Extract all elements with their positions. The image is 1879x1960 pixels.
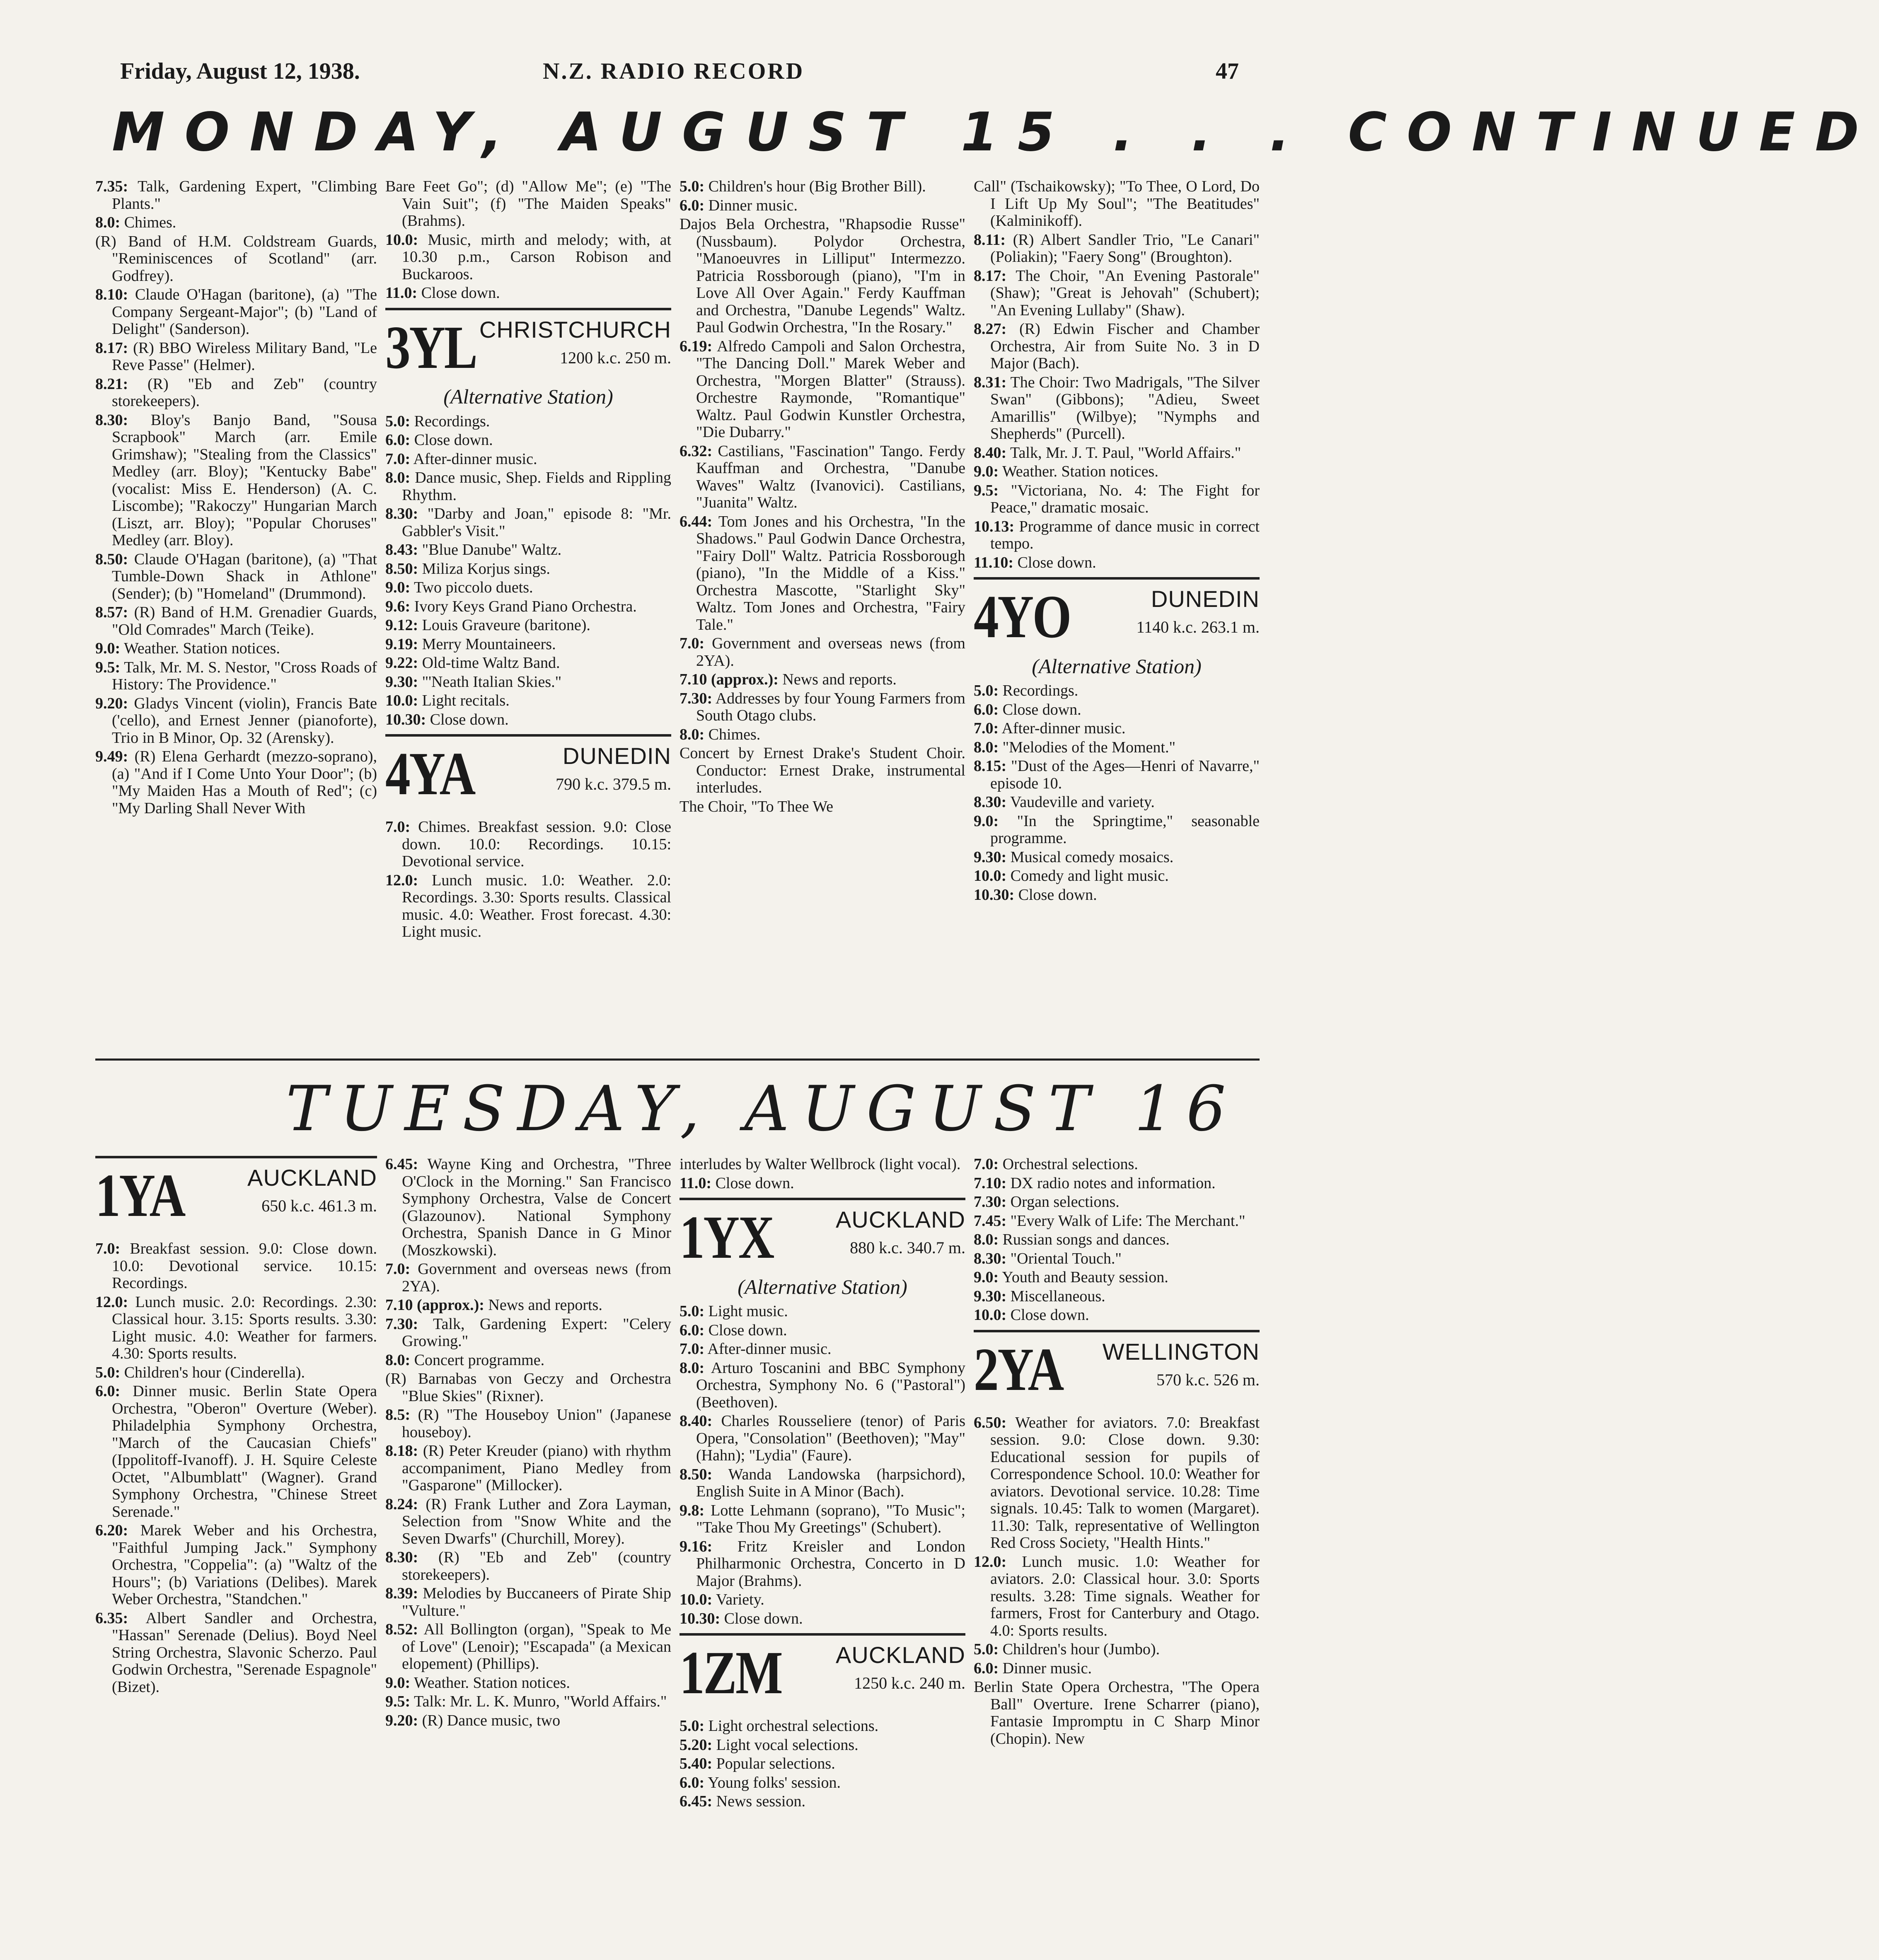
program-entry: 7.0: Breakfast session. 9.0: Close down. 10.0: Devotional service. 10.15: Recordings. xyxy=(95,1240,377,1292)
station-city: DUNEDIN xyxy=(1151,586,1260,612)
program-entry: 9.49: (R) Elena Gerhardt (mezzo-soprano), (a) "And if I Come Unto Your Door"; (b) "My Maiden Has a Mouth of Red"; (c) "My Darling Shall Never With xyxy=(95,748,377,817)
program-entry: 9.20: (R) Dance music, two xyxy=(385,1711,561,1729)
program-entry: 12.0: Lunch music. 1.0: Weather. 2.0: Recordings. 3.30: Sports results. Classical music. 4.0: Weather. Frost forecast. 4.30: Light music. xyxy=(385,871,671,940)
program-entry: 8.30: (R) "Eb and Zeb" (country storekeepers). xyxy=(385,1549,671,1583)
program-entry: 7.30: Addresses by four Young Farmers from South Otago clubs. xyxy=(680,689,965,724)
program-entry: 6.0: Dinner music. xyxy=(974,1659,1092,1677)
station-alternative: (Alternative Station) xyxy=(443,385,613,408)
tuesday-column-3 xyxy=(680,1156,965,1935)
station-3yl xyxy=(385,308,671,406)
program-entry: 8.31: The Choir: Two Madrigals, "The Silver Swan" (Gibbons); "Adieu, Sweet Amarillis" (Wilbye); "Nymphs and Shepherds" (Purcell). xyxy=(974,373,1260,442)
page-number: 47 xyxy=(1216,58,1239,84)
program-list xyxy=(385,1156,671,1729)
program-list xyxy=(974,1156,1260,1324)
program-entry: 9.5: Talk, Mr. M. S. Nestor, "Cross Roads of History: The Providence." xyxy=(95,658,377,693)
program-entry: 6.32: Castilians, "Fascination" Tango. Ferdy Kauffman and Orchestra, "Danube Waves" Waltz (Ivanovici). Castilians, "Juanita" Waltz. xyxy=(680,442,965,511)
program-list xyxy=(974,682,1260,904)
program-entry: 8.52: All Bollington (organ), "Speak to Me of Love" (Lenoir); "Escapada" (a Mexican elopement) (Phillips). xyxy=(385,1621,671,1672)
program-entry: 6.0: Close down. xyxy=(385,431,493,449)
program-entry: 7.10 (approx.): News and reports. xyxy=(680,671,897,688)
station-alternative: (Alternative Station) xyxy=(1032,654,1202,678)
program-entry: 8.40: Talk, Mr. J. T. Paul, "World Affairs." xyxy=(974,444,1241,462)
program-entry: 8.11: (R) Albert Sandler Trio, "Le Canari" (Poliakin); "Faery Song" (Broughton). xyxy=(974,231,1260,266)
program-entry: 7.0: Government and overseas news (from 2YA). xyxy=(385,1260,671,1295)
program-entry: 5.0: Recordings. xyxy=(385,412,490,430)
station-call-sign: 1YA xyxy=(95,1162,184,1230)
station-alternative: (Alternative Station) xyxy=(738,1275,907,1298)
program-entry: The Choir, "To Thee We xyxy=(680,798,833,815)
program-list xyxy=(95,1240,377,1696)
tuesday-column-4 xyxy=(974,1156,1260,1935)
program-entry: 10.0: Music, mirth and melody; with, at 10.30 p.m., Carson Robison and Buckaroos. xyxy=(385,231,671,283)
station-city: WELLINGTON xyxy=(1102,1338,1260,1365)
program-entry: 8.30: "Oriental Touch." xyxy=(974,1249,1122,1267)
station-call-sign: 4YA xyxy=(385,740,474,808)
program-entry: 10.30: Close down. xyxy=(385,711,509,728)
station-1ya xyxy=(95,1156,377,1233)
monday-column-1 xyxy=(95,178,377,1044)
program-entry: 5.40: Popular selections. xyxy=(680,1755,835,1772)
program-entry: 8.40: Charles Rousseliere (tenor) of Paris Opera, "Consolation" (Beethoven); "May" (Hahn); "Lydia" (Faure). xyxy=(680,1412,965,1464)
station-1zm xyxy=(680,1633,965,1710)
program-entry: Dajos Bela Orchestra, "Rhapsodie Russe" (Nussbaum). Polydor Orchestra, "Manoeuvres in Lilliput" Intermezzo. Patricia Rossborough (piano), "I'm in Love All Over Again." Ferdy Kauffman and Orchestra, "Danube Legends" Waltz. Paul Godwin Orchestra, "In the Rosary." xyxy=(680,215,965,336)
program-entry: 6.0: Young folks' session. xyxy=(680,1774,841,1791)
program-entry: interludes by Walter Wellbrock (light vocal). xyxy=(680,1155,961,1173)
station-city: DUNEDIN xyxy=(562,743,671,769)
program-entry: 7.0: Government and overseas news (from 2YA). xyxy=(680,635,965,669)
program-entry: 9.22: Old-time Waltz Band. xyxy=(385,654,560,672)
program-list xyxy=(385,819,671,941)
program-entry: 11.0: Close down. xyxy=(680,1174,794,1192)
program-entry: 10.0: Comedy and light music. xyxy=(974,867,1169,885)
program-entry: 8.50: Miliza Korjus sings. xyxy=(385,560,550,578)
program-entry: 6.20: Marek Weber and his Orchestra, "Faithful Jumping Jack." Symphony Orchestra, "Coppelia": (a) "Waltz of the Hours"; (b) Variations (Delibes). Marek Weber Orchestra, "Standchen." xyxy=(95,1522,377,1608)
station-call-sign: 4YO xyxy=(974,583,1070,651)
program-entry: 5.0: Children's hour (Big Brother Bill). xyxy=(680,178,926,195)
program-entry: 10.30: Close down. xyxy=(974,886,1097,904)
program-entry: 9.5: Talk: Mr. L. K. Munro, "World Affairs." xyxy=(385,1693,667,1710)
program-entry: 6.45: Wayne King and Orchestra, "Three O'Clock in the Morning." San Francisco Symphony Orchestra, Valse de Concert (Glazounov). National Symphony Orchestra, Spanish Dance in G Minor (Moszkowski). xyxy=(385,1155,671,1259)
program-entry: 7.0: After-dinner music. xyxy=(680,1340,832,1358)
program-entry: 8.0: Dance music, Shep. Fields and Rippling Rhythm. xyxy=(385,469,671,504)
program-entry: 9.0: Weather. Station notices. xyxy=(95,640,280,657)
program-entry: 5.20: Light vocal selections. xyxy=(680,1736,858,1754)
program-entry: 9.6: Ivory Keys Grand Piano Orchestra. xyxy=(385,597,637,615)
station-frequency: 1140 k.c. 263.1 m. xyxy=(1136,618,1260,636)
program-entry: 6.35: Albert Sandler and Orchestra, "Hassan" Serenade (Delius). Boyd Neel String Orchestra, Slavonic Scherzo. Paul Godwin Orchestra, "Serenade Espagnole" (Bizet). xyxy=(95,1609,377,1696)
program-list xyxy=(680,1156,965,1192)
publication-title: N.Z. RADIO RECORD xyxy=(543,58,805,84)
program-entry: 7.10 (approx.): News and reports. xyxy=(385,1296,602,1314)
program-entry: 9.16: Fritz Kreisler and London Philharmonic Orchestra, Concerto in D Major (Brahms). xyxy=(680,1537,965,1590)
program-entry: 8.43: "Blue Danube" Waltz. xyxy=(385,541,562,558)
monday-column-2 xyxy=(385,178,671,1044)
station-frequency: 1200 k.c. 250 m. xyxy=(560,348,671,367)
program-entry: 11.0: Close down. xyxy=(385,284,500,302)
program-entry: 9.30: "'Neath Italian Skies." xyxy=(385,673,562,691)
program-entry: 8.50: Claude O'Hagan (baritone), (a) "That Tumble-Down Shack in Athlone" (Sender); (b) "Homeland" (Drummond). xyxy=(95,550,377,602)
program-entry: 11.10: Close down. xyxy=(974,553,1096,571)
program-entry: (R) Barnabas von Geczy and Orchestra "Blue Skies" (Rixner). xyxy=(385,1370,671,1405)
program-entry: 10.30: Close down. xyxy=(680,1610,803,1627)
program-list xyxy=(95,178,377,817)
program-entry: 8.39: Melodies by Buccaneers of Pirate Ship "Vulture." xyxy=(385,1585,671,1619)
program-entry: 6.0: Close down. xyxy=(974,701,1081,718)
program-list xyxy=(680,178,965,815)
program-entry: 8.27: (R) Edwin Fischer and Chamber Orchestra, Air from Suite No. 3 in D Major (Bach). xyxy=(974,320,1260,372)
program-entry: 8.0: Chimes. xyxy=(95,214,177,231)
station-frequency: 570 k.c. 526 m. xyxy=(1156,1370,1260,1389)
program-entry: 9.12: Louis Graveure (baritone). xyxy=(385,616,590,634)
program-entry: 6.19: Alfredo Campoli and Salon Orchestra, "The Dancing Doll." Marek Weber and Orchestra, "Morgen Blatter" (Strauss). Orchestre Raymonde, "Romantique" Waltz. Paul Godwin Kunstler Orchestra, "Die Dubarry." xyxy=(680,337,965,441)
program-entry: 9.19: Merry Mountaineers. xyxy=(385,635,556,653)
program-entry: 7.0: After-dinner music. xyxy=(974,720,1126,737)
station-city: CHRISTCHURCH xyxy=(479,316,671,343)
program-list xyxy=(974,178,1260,571)
station-city: AUCKLAND xyxy=(836,1642,965,1668)
station-frequency: 650 k.c. 461.3 m. xyxy=(261,1196,377,1215)
program-entry: 9.0: Weather. Station notices. xyxy=(974,463,1158,480)
monday-column-3 xyxy=(680,178,965,1044)
station-frequency: 880 k.c. 340.7 m. xyxy=(850,1238,965,1257)
station-4ya xyxy=(385,734,671,811)
program-entry: 9.30: Miscellaneous. xyxy=(974,1287,1105,1305)
program-entry: 5.0: Children's hour (Jumbo). xyxy=(974,1641,1160,1658)
program-entry: 6.50: Weather for aviators. 7.0: Breakfast session. 9.0: Close down. 9.30: Educational session for pupils of Correspondence School. 10.0: Weather for aviators. Devotional service. 10.28: Time signals. 10.45: Talk to women (Margaret). 11.30: Talk, representative of Wellington Red Cross Society, "Health Hints." xyxy=(974,1414,1260,1552)
program-entry: 8.30: "Darby and Joan," episode 8: "Mr. Gabbler's Visit." xyxy=(385,505,671,540)
monday-heading: MONDAY, AUGUST 15 . . . CONTINUED xyxy=(112,102,1879,163)
program-entry: 8.30: Vaudeville and variety. xyxy=(974,793,1155,811)
program-entry: 6.0: Dinner music. Berlin State Opera Orchestra, "Oberon" Overture (Weber). Philadelphia Symphony Orchestra, "March of the Caucasian Chiefs" (Ippolitoff-Ivanoff). J. H. Squire Celeste Octet, "Albumblatt" (Wagner). Grand Symphony Orchestra, "Chinese Street Serenade." xyxy=(95,1382,377,1520)
station-frequency: 1250 k.c. 240 m. xyxy=(854,1674,965,1692)
program-entry: 10.0: Variety. xyxy=(680,1591,764,1608)
program-entry: 5.0: Light orchestral selections. xyxy=(680,1717,879,1735)
station-call-sign: 3YL xyxy=(385,313,476,382)
program-entry: 10.0: Light recitals. xyxy=(385,692,510,709)
program-entry: 9.0: "In the Springtime," seasonable programme. xyxy=(974,812,1260,847)
section-divider xyxy=(95,1059,1260,1061)
program-list xyxy=(680,1718,965,1810)
program-entry: Call" (Tschaikowsky); "To Thee, O Lord, Do I Lift Up My Soul"; "The Beatitudes" (Kalminikoff). xyxy=(974,178,1260,230)
program-entry: 9.8: Lotte Lehmann (soprano), "To Music"; "Take Thou My Greetings" (Schubert). xyxy=(680,1501,965,1536)
program-entry: 9.30: Musical comedy mosaics. xyxy=(974,848,1174,866)
program-entry: 8.0: Chimes. xyxy=(680,725,761,743)
program-entry: 9.0: Youth and Beauty session. xyxy=(974,1269,1168,1286)
station-call-sign: 1ZM xyxy=(680,1639,782,1707)
program-entry: 6.45: News session. xyxy=(680,1793,805,1810)
program-entry: 6.44: Tom Jones and his Orchestra, "In the Shadows." Paul Godwin Dance Orchestra, "Fairy Doll" Waltz. Patricia Rossborough (piano), "In the Middle of a Kiss." Orchestra Mascotte, "Starlight Sky" Waltz. Tom Jones and Orchestra, "Fairy Tale." xyxy=(680,512,965,633)
program-list xyxy=(974,1414,1260,1748)
tuesday-column-2 xyxy=(385,1156,671,1935)
program-entry: (R) Band of H.M. Coldstream Guards, "Reminiscences of Scotland" (arr. Godfrey). xyxy=(95,232,377,285)
program-entry: 8.18: (R) Peter Kreuder (piano) with rhythm accompaniment, Piano Medley from "Gasparone" (Millocker). xyxy=(385,1442,671,1494)
monday-column-4 xyxy=(974,178,1260,1044)
station-4yo xyxy=(974,577,1260,678)
station-frequency: 790 k.c. 379.5 m. xyxy=(556,775,671,793)
program-entry: 6.0: Close down. xyxy=(680,1321,787,1339)
station-2ya xyxy=(974,1330,1260,1407)
program-entry: 7.30: Talk, Gardening Expert: "Celery Growing." xyxy=(385,1315,671,1350)
tuesday-column-1 xyxy=(95,1156,377,1935)
program-entry: 8.15: "Dust of the Ages—Henri of Navarre," episode 10. xyxy=(974,757,1260,792)
program-entry: 8.5: (R) "The Houseboy Union" (Japanese houseboy). xyxy=(385,1406,671,1441)
tuesday-heading: TUESDAY, AUGUST 16 xyxy=(286,1073,1238,1145)
station-city: AUCKLAND xyxy=(247,1165,377,1191)
program-entry: 5.0: Children's hour (Cinderella). xyxy=(95,1363,305,1381)
program-entry: 8.17: (R) BBO Wireless Military Band, "Le Reve Passe" (Helmer). xyxy=(95,339,377,374)
program-entry: 8.0: "Melodies of the Moment." xyxy=(974,738,1175,756)
program-entry: 9.0: Two piccolo duets. xyxy=(385,579,533,596)
program-entry: 12.0: Lunch music. 2.0: Recordings. 2.30: Classical hour. 3.15: Sports results. 3.30: Light music. 4.0: Weather for farmers. 4.30: Sports results. xyxy=(95,1293,377,1362)
program-entry: 7.0: Chimes. Breakfast session. 9.0: Close down. 10.0: Recordings. 10.15: Devotional service. xyxy=(385,818,671,870)
program-entry: 5.0: Recordings. xyxy=(974,682,1079,699)
program-entry: 7.10: DX radio notes and information. xyxy=(974,1174,1216,1192)
program-entry: 8.30: Bloy's Banjo Band, "Sousa Scrapbook" March (arr. Emile Grimshaw); "Stealing from the Classics" Medley (arr. Bloy); "Kentucky Babe" (vocalist: Miss E. Henderson) (A. C. Liscombe); "Rakoczy" Hungarian March (Liszt, arr. Bloy); "Popular Choruses" Medley (arr. Bloy). xyxy=(95,411,377,549)
program-entry: 8.0: Concert programme. xyxy=(385,1351,545,1369)
running-head xyxy=(120,58,1239,91)
program-entry: 7.45: "Every Walk of Life: The Merchant." xyxy=(974,1212,1245,1230)
program-entry: 5.0: Light music. xyxy=(680,1303,788,1320)
station-call-sign: 2YA xyxy=(974,1335,1063,1404)
program-entry: 10.0: Close down. xyxy=(974,1306,1089,1324)
program-entry: 8.17: The Choir, "An Evening Pastorale" (Shaw); "Great is Jehovah" (Schubert); "An Evening Lullaby" (Shaw). xyxy=(974,267,1260,319)
program-entry: 9.0: Weather. Station notices. xyxy=(385,1674,570,1692)
program-entry: 7.35: Talk, Gardening Expert, "Climbing Plants." xyxy=(95,178,377,213)
program-entry: 8.24: (R) Frank Luther and Zora Layman, Selection from "Snow White and the Seven Dwarfs" (Churchill, Morey). xyxy=(385,1495,671,1547)
program-entry: 7.0: After-dinner music. xyxy=(385,450,537,468)
program-entry: 7.0: Orchestral selections. xyxy=(974,1155,1138,1173)
program-entry: Concert by Ernest Drake's Student Choir. Conductor: Ernest Drake, instrumental interludes. xyxy=(680,744,965,796)
station-call-sign: 1YX xyxy=(680,1204,774,1271)
station-1yx xyxy=(680,1198,965,1298)
program-entry: 9.5: "Victoriana, No. 4: The Fight for Peace," dramatic mosaic. xyxy=(974,481,1260,516)
program-list xyxy=(385,413,671,729)
program-entry: Berlin State Opera Orchestra, "The Opera Ball" Overture. Irene Scharrer (piano), Fantasie Impromptu in C Sharp Minor (Chopin). New xyxy=(974,1678,1260,1747)
program-entry: 8.50: Wanda Landowska (harpsichord), English Suite in A Minor (Bach). xyxy=(680,1465,965,1500)
program-entry: 10.13: Programme of dance music in correct tempo. xyxy=(974,517,1260,552)
program-entry: 8.10: Claude O'Hagan (baritone), (a) "The Company Sergeant-Major"; (b) "Land of Delight" (Sanderson). xyxy=(95,286,377,338)
program-entry: Bare Feet Go"; (d) "Allow Me"; (e) "The Vain Suit"; (f) "The Maiden Speaks" (Brahms). xyxy=(385,178,671,230)
program-entry: 8.0: Russian songs and dances. xyxy=(974,1231,1170,1248)
program-entry: 8.0: Arturo Toscanini and BBC Symphony Orchestra, Symphony No. 6 ("Pastoral") (Beethoven). xyxy=(680,1359,965,1411)
program-entry: 6.0: Dinner music. xyxy=(680,196,798,214)
issue-date: Friday, August 12, 1938. xyxy=(120,58,360,84)
station-city: AUCKLAND xyxy=(836,1206,965,1233)
program-entry: 8.57: (R) Band of H.M. Grenadier Guards, "Old Comrades" March (Teike). xyxy=(95,604,377,638)
program-entry: 8.21: (R) "Eb and Zeb" (country storekeepers). xyxy=(95,375,377,410)
program-list xyxy=(680,1303,965,1627)
program-entry: 12.0: Lunch music. 1.0: Weather for aviators. 2.0: Classical hour. 3.0: Sports results. 3.28: Time signals. Weather for farmers, Frost for Canterbury and Otago. 4.0: Sports results. xyxy=(974,1553,1260,1639)
program-entry: 9.20: Gladys Vincent (violin), Francis Bate ('cello), and Ernest Jenner (pianoforte), Trio in B Minor, Op. 32 (Arensky). xyxy=(95,694,377,747)
program-list xyxy=(385,178,671,302)
program-entry: 7.30: Organ selections. xyxy=(974,1193,1120,1211)
